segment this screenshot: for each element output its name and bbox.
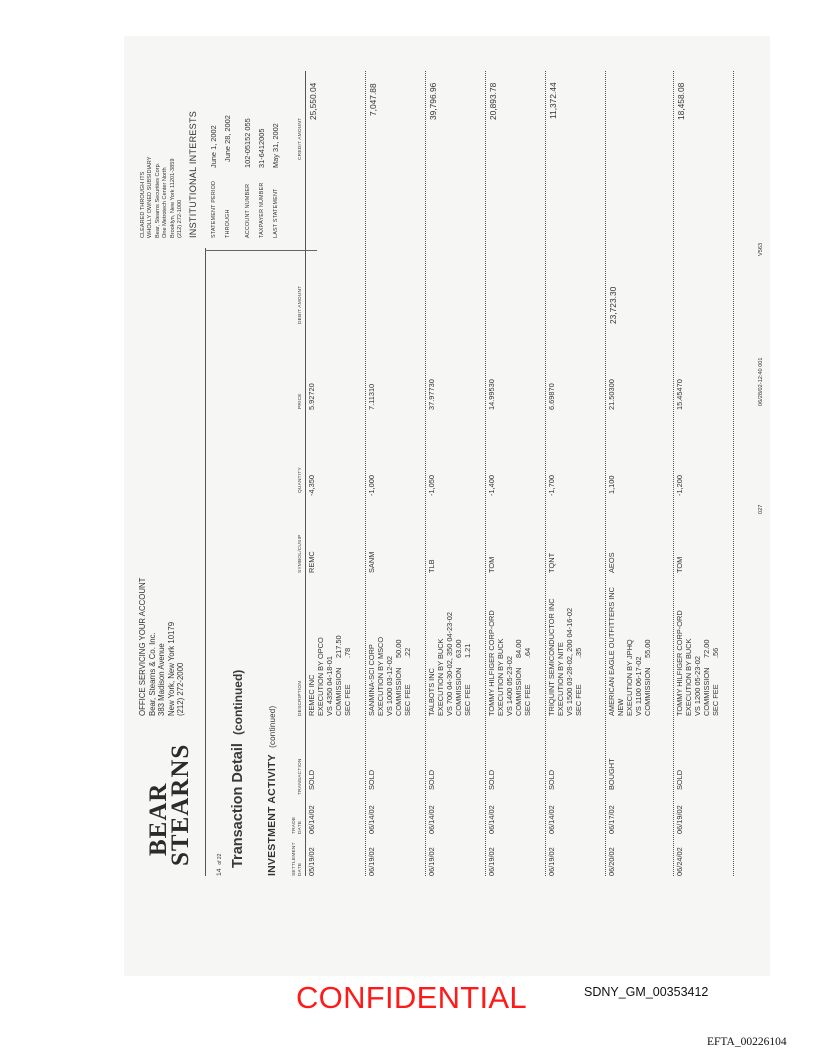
- clearing-line-4: One Metrotech Center North: [162, 167, 169, 238]
- credit-amount: 25,550.04: [308, 82, 318, 120]
- transaction-type: BOUGHT: [607, 758, 616, 790]
- col-settlement-date: [292, 842, 303, 876]
- col-debit: DEBIT AMOUNT: [298, 285, 303, 324]
- quantity: -1,000: [367, 475, 376, 496]
- fee-amount: 55.00: [642, 639, 652, 658]
- debit-amount: 23,723.30: [608, 286, 618, 324]
- fee-label: SEC FEE: [573, 684, 583, 716]
- last-statement-label: LAST STATEMENT: [273, 188, 279, 238]
- description-line: NEW: [615, 698, 625, 716]
- transaction-type: SOLD: [427, 769, 436, 790]
- transaction-row: [547, 71, 597, 876]
- description: [608, 587, 652, 716]
- statement-period-value: June 1, 2002: [209, 125, 218, 168]
- fee-label: COMMISSION: [453, 667, 463, 716]
- footer-code-mid: 06/28/02-12:40 001: [758, 357, 764, 406]
- col-credit: CREDIT AMOUNT: [298, 117, 303, 160]
- description-line: TOMMY HILFIGER CORP-ORD: [675, 610, 684, 716]
- description-line: VS 1100 06-17-02: [633, 656, 643, 716]
- settlement-date: 06/19/02: [487, 847, 496, 876]
- price: 21.50300: [607, 379, 616, 410]
- price: 7.11310: [367, 383, 376, 410]
- description-line: EXECUTION BY MSCO: [375, 636, 385, 716]
- description-line: VS 4350 04-18-01: [324, 656, 334, 716]
- trade-date: 06/19/02: [675, 805, 684, 834]
- office-line-1: OFFICE SERVICING YOUR ACCOUNT: [138, 577, 147, 716]
- header-rule: [205, 248, 206, 876]
- fee-label: COMMISSION: [701, 667, 711, 716]
- description-line: AMERICAN EAGLE OUTFITTERS INC: [607, 587, 616, 716]
- fee-amount: 84.00: [513, 639, 523, 658]
- bear-stearns-logo: [145, 743, 194, 866]
- description-line: EXECUTION BY NITE: [555, 642, 565, 716]
- transaction-row: [607, 71, 657, 876]
- clearing-firm-address: [140, 157, 184, 238]
- trade-date: 06/14/02: [427, 805, 436, 834]
- settlement-date: 06/19/02: [367, 847, 376, 876]
- symbol: TQNT: [547, 552, 556, 573]
- trade-date: 06/14/02: [307, 805, 316, 834]
- fee-label: SEC FEE: [402, 684, 412, 716]
- fee-label: SEC FEE: [710, 684, 720, 716]
- col-trade-date-line2: DATE: [297, 820, 303, 834]
- col-description: DESCRIPTION: [298, 681, 303, 716]
- subsection-title-text: INVESTMENT ACTIVITY: [266, 754, 278, 876]
- description-line: EXECUTION BY JPHQ: [624, 639, 634, 716]
- description-line: TOMMY HILFIGER CORP-ORD: [487, 610, 496, 716]
- row-divider: [605, 71, 606, 876]
- page-number-value: 14: [216, 868, 223, 876]
- description-line: TRIQUINT SEMICONDUCTOR INC: [547, 598, 556, 716]
- quantity: 1,100: [607, 475, 616, 494]
- fee-amount: .78: [342, 647, 352, 658]
- description-line: EXECUTION BY BUCK: [683, 638, 693, 716]
- column-header-rule: [305, 71, 306, 876]
- fee-amount: 72.00: [701, 639, 711, 658]
- description: [488, 610, 532, 716]
- fee-amount: 1.21: [462, 643, 472, 658]
- fee-amount: .64: [522, 647, 532, 658]
- col-price: PRICE: [298, 393, 303, 409]
- section-title: [230, 670, 247, 868]
- clearing-line-2: WHOLLY OWNED SUBSIDIARY: [147, 156, 154, 238]
- clearing-line-1: CLEARED THROUGH ITS: [140, 171, 146, 238]
- trade-date: 06/17/02: [607, 805, 616, 834]
- price: 15.45470: [675, 379, 684, 410]
- quantity: -4,350: [307, 475, 316, 496]
- description-line: VS 700 04-30-02, 350 04-23-02: [444, 612, 454, 716]
- subsection-title: [266, 706, 279, 876]
- col-symbol: SYMBOL/CUSIP: [298, 534, 303, 573]
- clearing-line-3: Bear, Stearns Securities Corp.: [154, 162, 161, 238]
- col-trade-date: [292, 817, 303, 834]
- credit-amount: 7,047.88: [368, 83, 378, 116]
- trade-date: 06/14/02: [367, 805, 376, 834]
- description-line: [524, 610, 533, 716]
- footer-code-right: V563: [758, 242, 764, 256]
- transaction-row: [307, 71, 357, 876]
- col-transaction: TRANSACTION: [298, 758, 303, 795]
- fee-amount: .35: [573, 647, 583, 658]
- fee-label: COMMISSION: [513, 667, 523, 716]
- info-divider: [205, 250, 317, 251]
- rotated-statement-page: [126, 46, 766, 906]
- transaction-type: SOLD: [367, 769, 376, 790]
- description-line: EXECUTION BY BUCK: [435, 638, 445, 716]
- quantity: -1,700: [547, 475, 556, 496]
- page-of: of 22: [217, 853, 223, 865]
- office-line-3: 383 Madison Avenue: [157, 643, 167, 716]
- clearing-line-5: Brooklyn, New York 11201-3859: [169, 158, 176, 238]
- fee-amount: .56: [710, 647, 720, 658]
- description: [308, 637, 352, 716]
- quantity: -1,200: [675, 475, 684, 496]
- symbol: TOM: [487, 556, 496, 573]
- transaction-type: SOLD: [547, 769, 556, 790]
- col-trade-date-line1: TRADE: [292, 816, 297, 834]
- symbol: REMC: [307, 551, 316, 573]
- symbol: AEOS: [607, 552, 616, 573]
- through-label: THROUGH: [225, 209, 231, 238]
- trade-date: 06/14/02: [487, 805, 496, 834]
- footer-code-left: 027: [758, 504, 764, 514]
- taxpayer-number-value: 31-6412005: [257, 128, 266, 168]
- scanned-statement: [124, 36, 770, 976]
- description-line: EXECUTION BY BUCK: [495, 638, 505, 716]
- description: [548, 598, 584, 716]
- trade-date: 06/14/02: [547, 805, 556, 834]
- col-settlement-date-line1: SETTLEMENT: [292, 842, 297, 876]
- row-divider: [365, 71, 366, 876]
- section-title-suffix: (continued): [231, 669, 245, 736]
- credit-amount: 11,372.44: [548, 82, 558, 119]
- price: 14.99530: [487, 379, 496, 410]
- description-line: TALBOTS INC: [427, 668, 436, 716]
- confidential-stamp: CONFIDENTIAL: [296, 980, 527, 1015]
- institutional-interests: INSTITUTIONAL INTERESTS: [188, 110, 198, 238]
- credit-amount: 20,893.78: [488, 82, 498, 120]
- account-number-label: ACCOUNT NUMBER: [245, 183, 251, 238]
- subsection-title-suffix: (continued): [268, 705, 277, 748]
- symbol: TOM: [675, 556, 684, 573]
- office-address: [138, 578, 186, 716]
- description-line: REMEC INC: [307, 674, 316, 716]
- fee-label: SEC FEE: [342, 684, 352, 716]
- section-title-text: Transaction Detail: [230, 743, 246, 868]
- transaction-row: [367, 71, 417, 876]
- account-number-value: 102-05152 055: [243, 118, 252, 168]
- quantity: -1,400: [487, 475, 496, 496]
- description-line: VS 1200 05-23-02: [692, 656, 702, 716]
- clearing-line-6: (212) 272-1000: [177, 199, 184, 238]
- logo-line-2: STEARNS: [167, 743, 194, 866]
- last-statement-value: May 31, 2002: [271, 123, 280, 168]
- description-line: VS 1000 03-12-02: [384, 656, 394, 716]
- page-number: [216, 854, 224, 876]
- row-divider: [545, 71, 546, 876]
- fee-label: COMMISSION: [333, 667, 343, 716]
- transaction-row: [675, 71, 725, 876]
- price: 6.69870: [547, 383, 556, 410]
- settlement-date: 06/24/02: [675, 847, 684, 876]
- fee-label: COMMISSION: [642, 667, 652, 716]
- quantity: -1,050: [427, 475, 436, 496]
- description-line: SANMINA-SCI CORP: [367, 644, 376, 716]
- transaction-row: [427, 71, 477, 876]
- symbol: TLB: [427, 559, 436, 573]
- row-divider: [733, 71, 734, 876]
- description-line: [464, 612, 473, 716]
- fee-amount: .22: [402, 647, 412, 658]
- description-line: [344, 637, 353, 716]
- description-line: [644, 587, 653, 716]
- fee-amount: 217.50: [333, 635, 343, 658]
- fee-amount: 63.00: [453, 639, 463, 658]
- description-line: EXECUTION BY OPCO: [315, 637, 325, 716]
- settlement-date: 05/19/02: [307, 847, 316, 876]
- description-line: [712, 610, 721, 716]
- fee-label: SEC FEE: [462, 684, 472, 716]
- transaction-type: SOLD: [307, 769, 316, 790]
- bates-number: SDNY_GM_00353412: [584, 985, 709, 999]
- price: 37.97730: [427, 379, 436, 410]
- fee-label: COMMISSION: [393, 667, 403, 716]
- row-divider: [485, 71, 486, 876]
- settlement-date: 06/19/02: [427, 847, 436, 876]
- settlement-date: 06/19/02: [547, 847, 556, 876]
- price: 5.92720: [307, 383, 316, 410]
- description-line: [575, 598, 584, 716]
- office-line-2: Bear, Stearns & Co. Inc.: [147, 632, 157, 716]
- description: [428, 612, 472, 716]
- description-line: VS 1500 03-28-02, 200 04-16-02: [564, 607, 574, 716]
- row-divider: [425, 71, 426, 876]
- settlement-date: 06/20/02: [607, 847, 616, 876]
- credit-amount: 18,458.08: [676, 82, 686, 120]
- office-line-4: New York, New York 10179: [166, 621, 176, 716]
- taxpayer-number-label: TAXPAYER NUMBER: [259, 182, 265, 238]
- office-line-5: (212) 272-2000: [176, 662, 186, 716]
- through-value: June 28, 2002: [223, 115, 232, 162]
- symbol: SANM: [367, 551, 376, 573]
- description-line: VS 1400 05-23-02: [504, 656, 514, 716]
- statement-period-label: STATEMENT PERIOD: [211, 180, 217, 238]
- description-line: [404, 637, 413, 716]
- efta-number: EFTA_00226104: [707, 1036, 787, 1048]
- row-divider: [673, 71, 674, 876]
- transaction-type: SOLD: [487, 769, 496, 790]
- credit-amount: 39,796.96: [428, 82, 438, 120]
- transaction-row: [487, 71, 537, 876]
- description: [676, 610, 720, 716]
- fee-label: SEC FEE: [522, 684, 532, 716]
- logo-line-1: BEAR: [145, 782, 172, 856]
- col-settlement-date-line2: DATE: [297, 862, 303, 876]
- fee-amount: 50.00: [393, 639, 403, 658]
- transaction-type: SOLD: [675, 769, 684, 790]
- col-quantity: QUANTITY: [298, 467, 303, 493]
- description: [368, 637, 412, 716]
